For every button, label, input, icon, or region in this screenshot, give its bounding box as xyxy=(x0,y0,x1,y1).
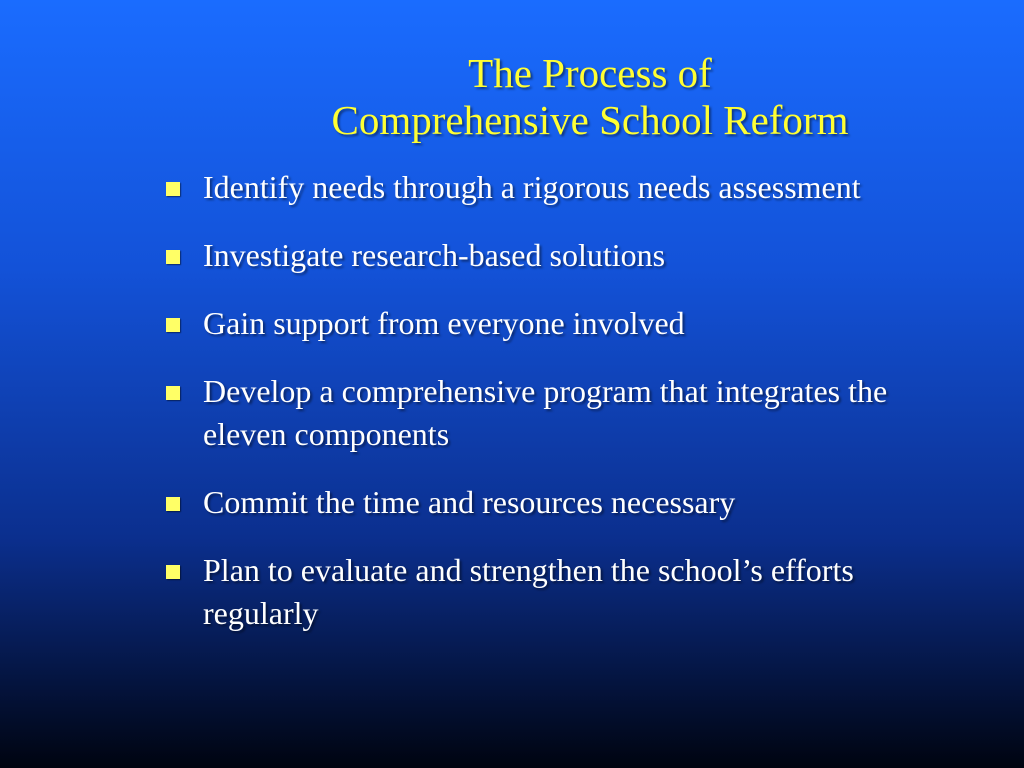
bullet-text-continuation: eleven components xyxy=(203,416,450,452)
square-bullet-icon xyxy=(166,182,180,196)
title-line-2: Comprehensive School Reform xyxy=(331,97,849,143)
bullet-text: Identify needs through a rigorous needs assessment xyxy=(203,169,861,205)
bullet-text: Gain support from everyone involved xyxy=(203,305,685,341)
square-bullet-icon xyxy=(166,250,180,264)
bullet-item xyxy=(166,370,1024,456)
bullet-text: Plan to evaluate and strengthen the school’s efforts xyxy=(203,552,854,588)
square-bullet-icon xyxy=(166,386,180,400)
square-bullet-icon xyxy=(166,318,180,332)
bullet-text: Develop a comprehensive program that integrates the xyxy=(203,373,888,409)
bullet-text: Investigate research-based solutions xyxy=(203,237,666,273)
bullet-list xyxy=(166,166,1024,660)
bullet-item xyxy=(166,166,1024,209)
title-line-1: The Process of xyxy=(468,50,712,96)
square-bullet-icon xyxy=(166,565,180,579)
square-bullet-icon xyxy=(166,497,180,511)
slide-title xyxy=(178,50,1002,144)
bullet-item xyxy=(166,302,1024,345)
bullet-item xyxy=(166,481,1024,524)
bullet-text: Commit the time and resources necessary xyxy=(203,484,736,520)
bullet-item xyxy=(166,234,1024,277)
bullet-text-continuation: regularly xyxy=(203,595,319,631)
bullet-item xyxy=(166,549,1024,635)
